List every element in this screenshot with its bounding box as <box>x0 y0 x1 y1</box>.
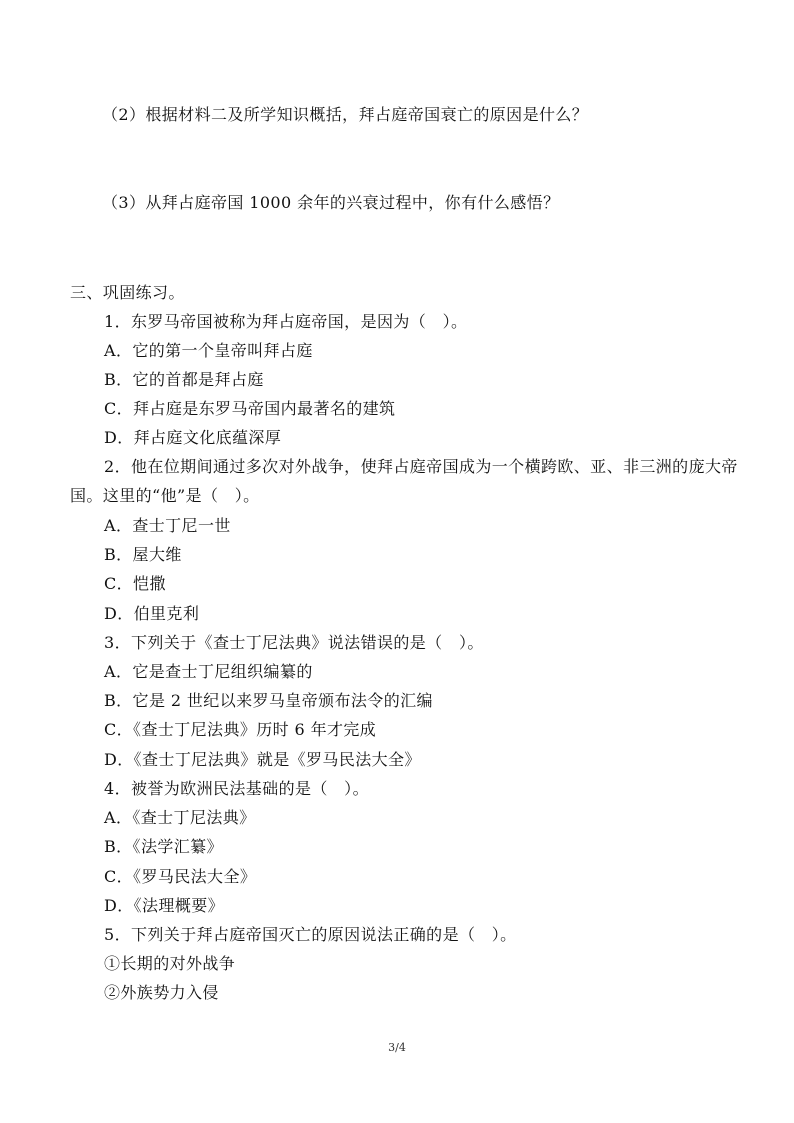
option-b: B．它的首都是拜占庭 <box>104 370 264 389</box>
option-c: C．《罗马民法大全》 <box>104 867 257 886</box>
option-a: A．它是查士丁尼组织编纂的 <box>104 662 313 681</box>
question-2-continued: 国。这里的“他”是（ ）。 <box>70 486 260 505</box>
option-d: D．伯里克利 <box>104 604 200 623</box>
option-d: D．《查士丁尼法典》就是《罗马民法大全》 <box>104 750 421 769</box>
section-heading: 三、巩固练习。 <box>70 283 185 302</box>
page-number: 3/4 <box>388 1041 406 1054</box>
option-b: B．《法学汇纂》 <box>104 837 223 856</box>
statement-1: ①长期的对外战争 <box>104 954 236 973</box>
option-d: D．《法理概要》 <box>104 896 225 915</box>
question-2: 2．他在位期间通过多次对外战争，使拜占庭帝国成为一个横跨欧、亚、非三洲的庞大帝 <box>104 457 738 476</box>
option-b: B．它是 2 世纪以来罗马皇帝颁布法令的汇编 <box>104 691 433 710</box>
question-4: 4．被誉为欧洲民法基础的是（ ）。 <box>104 779 369 798</box>
question-2-text: （2）根据材料二及所学知识概括，拜占庭帝国衰亡的原因是什么？ <box>102 105 589 124</box>
question-3: 3．下列关于《查士丁尼法典》说法错误的是（ ）。 <box>104 633 484 652</box>
option-a: A．它的第一个皇帝叫拜占庭 <box>104 341 313 360</box>
question-5: 5．下列关于拜占庭帝国灭亡的原因说法正确的是（ ）。 <box>104 925 517 944</box>
question-1: 1．东罗马帝国被称为拜占庭帝国，是因为（ ）。 <box>104 312 468 331</box>
question-3-text: （3）从拜占庭帝国 1000 余年的兴衰过程中，你有什么感悟？ <box>102 193 560 212</box>
option-c: C．拜占庭是东罗马帝国内最著名的建筑 <box>104 399 396 418</box>
option-a: A．《查士丁尼法典》 <box>104 808 256 827</box>
option-c: C．恺撒 <box>104 574 166 593</box>
option-a: A．查士丁尼一世 <box>104 516 231 535</box>
option-d: D．拜占庭文化底蕴深厚 <box>104 428 282 447</box>
option-c: C．《查士丁尼法典》历时 6 年才完成 <box>104 720 377 739</box>
option-b: B．屋大维 <box>104 545 182 564</box>
statement-2: ②外族势力入侵 <box>104 983 219 1002</box>
